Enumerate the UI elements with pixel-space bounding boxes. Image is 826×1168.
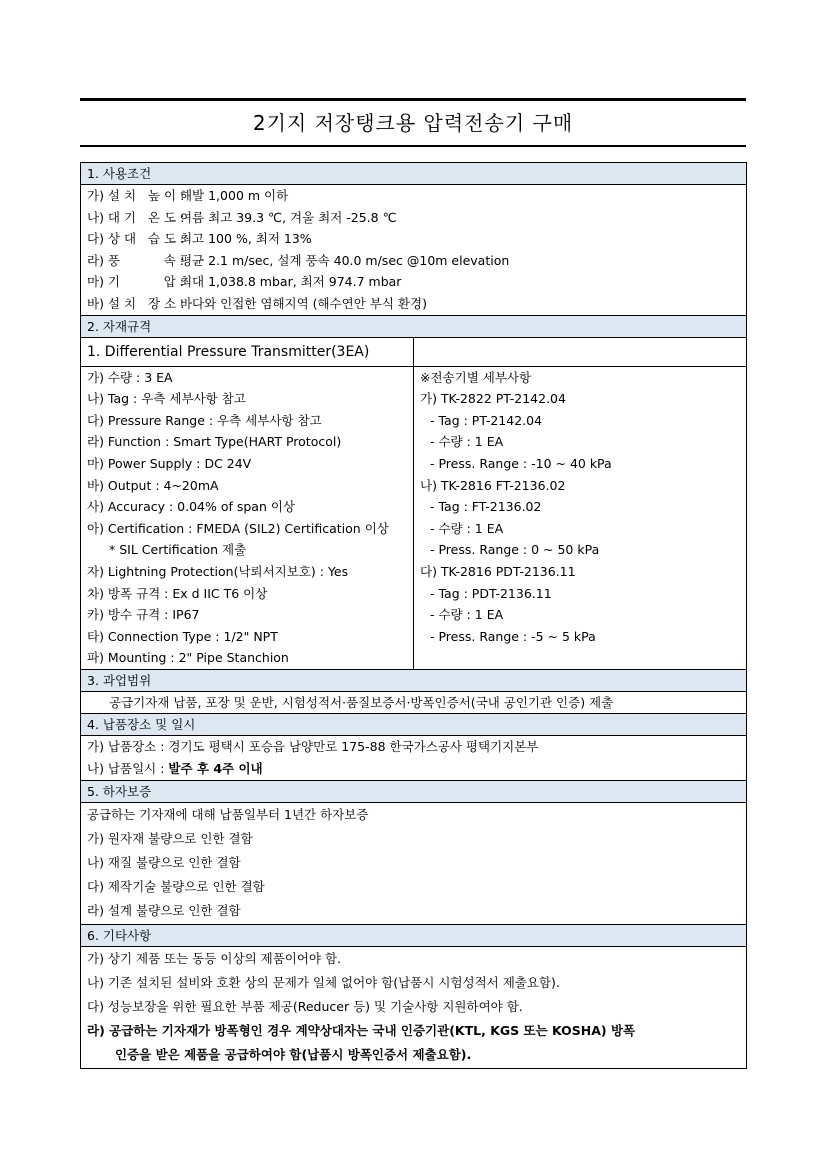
- transmitter-detail: - Tag : PT-2142.04: [430, 412, 543, 428]
- warranty-line: 라) 설계 불량으로 인한 결함: [87, 903, 241, 919]
- spec-item: 다) Pressure Range : 우측 세부사항 참고: [87, 412, 322, 428]
- section-scope: [81, 692, 746, 715]
- transmitter-detail: - Tag : PDT-2136.11: [430, 585, 552, 601]
- spec-item: 사) Accuracy : 0.04% of span 이상: [87, 499, 296, 515]
- other-line: 나) 기존 설치된 설비와 호환 상의 문제가 일체 없어야 함(납품시 시험성적서 제출요함).: [87, 974, 560, 990]
- condition-row: [81, 293, 746, 315]
- spec-item: 바) Output : 4~20mA: [87, 477, 219, 493]
- condition-value: 여름 최고 39.3 ℃, 겨울 최저 -25.8 ℃: [179, 209, 397, 225]
- warranty-line: 다) 제작기술 불량으로 인한 결함: [87, 879, 265, 895]
- spec-item: 카) 방수 규격 : IP67: [87, 607, 200, 623]
- transmitter-title: 가) TK-2822 PT-2142.04: [420, 391, 566, 407]
- details-heading: ※전송기별 세부사항: [420, 369, 532, 385]
- other-line: 가) 상기 제품 또는 동등 이상의 제품이어야 함.: [87, 950, 342, 966]
- transmitter-details-column: [414, 367, 746, 669]
- condition-value: 최대 1,038.8 mbar, 최저 974.7 mbar: [179, 274, 402, 290]
- transmitter-detail: - Press. Range : 0 ~ 50 kPa: [430, 542, 600, 558]
- condition-value: 해발 1,000 m 이하: [179, 188, 289, 203]
- spec-item: 나) Tag : 우측 세부사항 참고: [87, 391, 246, 407]
- condition-key: 다) 상 대 습 도 :: [87, 231, 185, 247]
- section-delivery: [81, 736, 746, 780]
- spec-item: 아) Certification : FMEDA (SIL2) Certification 이상: [87, 520, 389, 536]
- spec-general-column: [81, 367, 414, 669]
- page-title: 2기지 저장탱크용 압력전송기 구매: [252, 111, 574, 135]
- title-top-rule: [80, 98, 746, 101]
- section-header-conditions: 1. 사용조건: [81, 163, 746, 185]
- condition-key: 가) 설 치 높 이 :: [87, 188, 185, 203]
- section-header-spec: 2. 자재규격: [81, 316, 746, 338]
- spec-subtitle-row: [81, 338, 746, 367]
- warranty-line: 공급하는 기자재에 대해 납품일부터 1년간 하자보증: [87, 806, 369, 822]
- condition-row: [81, 228, 746, 250]
- section-header-other: 6. 기타사항: [81, 925, 746, 947]
- condition-row: [81, 207, 746, 229]
- condition-row: [81, 271, 746, 293]
- section-header-delivery: 4. 납품장소 및 일시: [81, 714, 746, 736]
- warranty-line: 나) 재질 불량으로 인한 결함: [87, 855, 241, 871]
- spec-item: 가) 수량 : 3 EA: [87, 369, 173, 385]
- condition-value: 최고 100 %, 최저 13%: [179, 231, 312, 247]
- condition-row: [81, 250, 746, 272]
- other-line-emphasis: 인증을 받은 제품을 공급하여야 함(납품시 방폭인증서 제출요함).: [115, 1047, 472, 1063]
- spec-item-note: * SIL Certification 제출: [109, 542, 247, 558]
- delivery-date-label: 나) 납품일시 :: [87, 761, 169, 777]
- spec-table: [80, 162, 747, 1069]
- spec-item: 자) Lightning Protection(낙뢰서지보호) : Yes: [87, 563, 349, 579]
- delivery-place: 가) 납품장소 : 경기도 평택시 포승읍 남양만로 175-88 한국가스공사 평택기지본부: [87, 739, 539, 755]
- spec-subtitle: 1. Differential Pressure Transmitter(3EA): [81, 338, 414, 366]
- transmitter-title: 나) TK-2816 FT-2136.02: [420, 477, 566, 493]
- transmitter-detail: - 수량 : 1 EA: [430, 607, 504, 623]
- condition-value: 바다와 인접한 염해지역 (해수연안 부식 환경): [179, 295, 427, 311]
- spec-item: 타) Connection Type : 1/2" NPT: [87, 628, 278, 644]
- condition-key: 나) 대 기 온 도 :: [87, 209, 185, 225]
- condition-key: 바) 설 치 장 소 :: [87, 295, 185, 311]
- spec-detail-row: [81, 367, 746, 670]
- spec-item: 마) Power Supply : DC 24V: [87, 455, 252, 471]
- transmitter-title: 다) TK-2816 PDT-2136.11: [420, 563, 576, 579]
- spec-item: 차) 방폭 규격 : Ex d IIC T6 이상: [87, 585, 268, 601]
- transmitter-detail: - Press. Range : -10 ~ 40 kPa: [430, 455, 612, 471]
- spec-subtitle-empty-cell: [414, 338, 746, 366]
- transmitter-detail: - Tag : FT-2136.02: [430, 499, 542, 515]
- transmitter-detail: - 수량 : 1 EA: [430, 434, 504, 450]
- condition-row: [81, 185, 746, 207]
- section-header-scope: 3. 과업범위: [81, 670, 746, 692]
- condition-key: 라) 풍 속 :: [87, 252, 184, 268]
- section-warranty: [81, 803, 746, 925]
- warranty-line: 가) 원자재 불량으로 인한 결함: [87, 830, 253, 846]
- condition-value: 평균 2.1 m/sec, 설계 풍속 40.0 m/sec @10m elevation: [179, 252, 510, 268]
- transmitter-detail: - 수량 : 1 EA: [430, 520, 504, 536]
- other-line-emphasis: 라) 공급하는 기자재가 방폭형인 경우 계약상대자는 국내 인증기관(KTL, KGS 또는 KOSHA) 방폭: [87, 1023, 636, 1039]
- delivery-date-value: 발주 후 4주 이내: [168, 761, 263, 777]
- section-header-warranty: 5. 하자보증: [81, 781, 746, 803]
- spec-item: 라) Function : Smart Type(HART Protocol): [87, 434, 342, 450]
- condition-key: 마) 기 압 :: [87, 274, 184, 290]
- section-other: [81, 947, 746, 1068]
- delivery-date: [81, 758, 746, 780]
- transmitter-detail: - Press. Range : -5 ~ 5 kPa: [430, 628, 596, 644]
- section-conditions: [81, 185, 746, 316]
- title-bottom-rule: [80, 145, 746, 147]
- scope-text: 공급기자재 납품, 포장 및 운반, 시험성적서·품질보증서·방폭인증서(국내 공인기관 인증) 제출: [109, 694, 614, 710]
- spec-item: 파) Mounting : 2" Pipe Stanchion: [87, 650, 289, 666]
- other-line: 다) 성능보장을 위한 필요한 부품 제공(Reducer 등) 및 기술사항 지원하여야 함.: [87, 998, 523, 1014]
